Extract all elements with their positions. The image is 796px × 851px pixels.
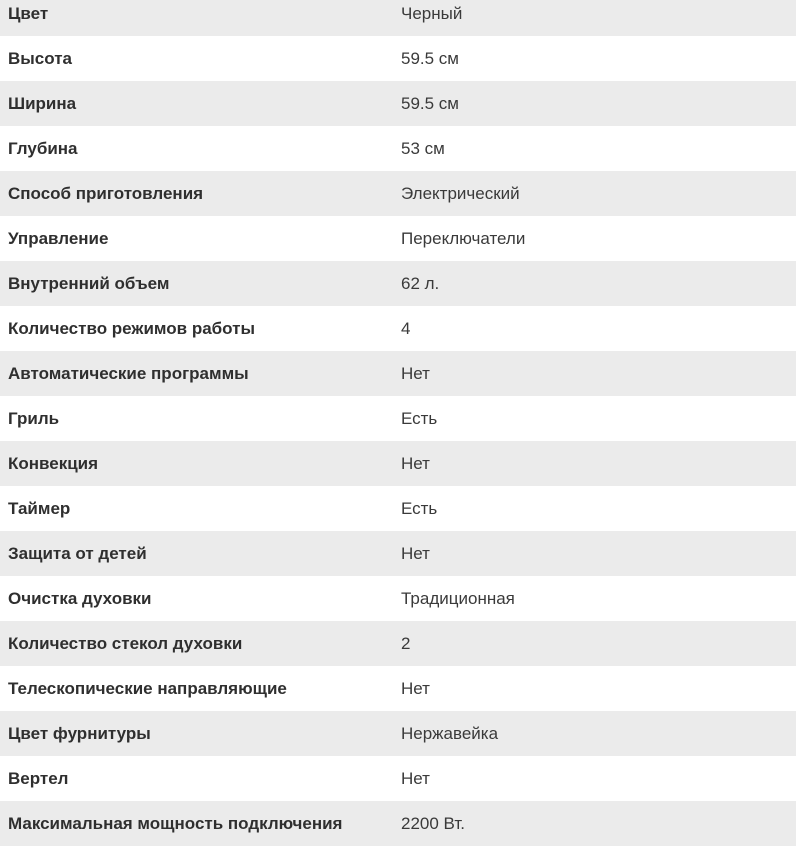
spec-row-depth (0, 126, 796, 171)
spec-name: Автоматические программы (8, 363, 249, 383)
spec-row-grill (0, 396, 796, 441)
spec-name: Ширина (8, 93, 77, 113)
spec-row-glass-count (0, 621, 796, 666)
spec-row-convection (0, 441, 796, 486)
spec-row-internal-volume (0, 261, 796, 306)
spec-name: Очистка духовки (8, 588, 152, 608)
spec-row-color (0, 0, 796, 36)
spec-row-rotisserie (0, 756, 796, 801)
spec-name: Конвекция (8, 453, 99, 473)
spec-name: Глубина (8, 138, 78, 158)
spec-name: Количество режимов работы (8, 318, 255, 338)
spec-value: Нет (401, 363, 430, 383)
spec-row-max-power (0, 801, 796, 846)
spec-row-control (0, 216, 796, 261)
spec-value: Нет (401, 543, 430, 563)
spec-value: 2200 Вт. (401, 813, 465, 833)
spec-row-oven-cleaning (0, 576, 796, 621)
spec-value: Переключатели (401, 228, 526, 248)
spec-row-width (0, 81, 796, 126)
spec-name: Цвет фурнитуры (8, 723, 151, 743)
spec-value: Нет (401, 678, 430, 698)
spec-value: Нет (401, 768, 430, 788)
spec-value: Черный (401, 3, 463, 23)
spec-name: Внутренний объем (8, 273, 170, 293)
spec-name: Управление (8, 228, 109, 248)
spec-name: Таймер (8, 498, 71, 518)
spec-row-timer (0, 486, 796, 531)
spec-value: 62 л. (401, 273, 440, 293)
spec-name: Гриль (8, 408, 60, 428)
spec-row-child-lock (0, 531, 796, 576)
spec-value: Нет (401, 453, 430, 473)
spec-row-mode-count (0, 306, 796, 351)
spec-name: Способ приготовления (8, 183, 204, 203)
spec-row-cooking-method (0, 171, 796, 216)
spec-value: Традиционная (401, 588, 515, 608)
spec-value: Электрический (401, 183, 520, 203)
spec-name: Количество стекол духовки (8, 633, 243, 653)
spec-name: Защита от детей (8, 543, 147, 563)
spec-name: Высота (8, 48, 72, 68)
spec-value: 59.5 см (401, 93, 459, 113)
spec-value: 53 см (401, 138, 445, 158)
spec-name: Вертел (8, 768, 69, 788)
spec-row-auto-programs (0, 351, 796, 396)
spec-name: Максимальная мощность подключения (8, 813, 343, 833)
spec-value: 4 (401, 318, 411, 338)
spec-value: Есть (401, 408, 438, 428)
spec-value: 2 (401, 633, 411, 653)
spec-value: Нержавейка (401, 723, 499, 743)
spec-name: Цвет (8, 3, 49, 23)
spec-value: Есть (401, 498, 438, 518)
spec-row-height (0, 36, 796, 81)
spec-row-telescopic-guides (0, 666, 796, 711)
spec-name: Телескопические направляющие (8, 678, 287, 698)
spec-row-fittings-color (0, 711, 796, 756)
spec-value: 59.5 см (401, 48, 459, 68)
